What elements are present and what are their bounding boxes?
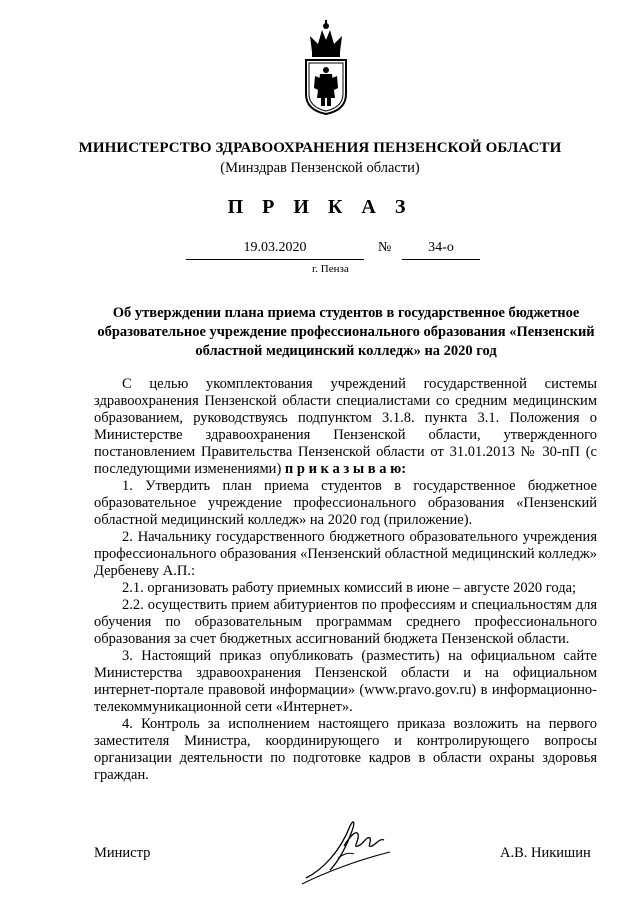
order-body [94, 376, 597, 784]
order-subject: Об утверждении плана приема студентов в государственное бюджетное образовательное учреждение профессионального образования «Пензенский областной медицинский колледж» на 2020 год [97, 305, 595, 359]
ministry-title: МИНИСТЕРСТВО ЗДРАВООХРАНЕНИЯ ПЕНЗЕНСКОЙ ОБЛАСТИ [78, 140, 562, 156]
prikazyvayu: п р и к а з ы в а ю: [284, 461, 407, 477]
signer-position: Министр [94, 845, 151, 861]
number-sign: № [378, 240, 392, 255]
penza-coat-of-arms-icon [302, 18, 350, 116]
item-3: 3. Настоящий приказ опубликовать (разместить) на официальном сайте Министерства здравоохранения Пензенской области и на официальном интернет-портале правовой информации» (www.pravo.gov.ru) в информационно-телекоммуникационной сети «Интернет». [94, 648, 597, 715]
item-2: 2. Начальнику государственного бюджетного образовательного учреждения профессионального образования «Пензенский областной медицинский колледж» Дербеневу А.П.: [94, 529, 597, 579]
city: г. Пенза [312, 263, 349, 275]
order-number: 34-о [402, 240, 480, 260]
item-2-1: 2.1. организовать работу приемных комиссий в июне – августе 2020 года; [122, 580, 577, 596]
handwritten-signature-icon [300, 812, 392, 888]
item-2-2: 2.2. осуществить прием абитуриентов по профессиям и специальностям для обучения по образовательным программам среднего профессионального образования за счет бюджетных ассигнований бюджета Пензенской области. [94, 597, 597, 647]
intro-text: С целью укомплектования учреждений государственной системы здравоохранения Пензенской области специалистами со средним медицинским образованием, руководствуясь подпунктом 3.1.8. пункта 3.1. Положения о Министерстве здравоохранения Пензенской области, утвержденного постановлением Правительства Пензенской области от 31.01.2013 № 30-пП (с последующими изменениями) [94, 376, 597, 477]
signer-name: А.В. Никишин [500, 845, 591, 861]
item-4: 4. Контроль за исполнением настоящего приказа возложить на первого заместителя Министра, координирующего и контролирующего вопросы организации деятельности по подготовке кадров в области охраны здоровья граждан. [94, 716, 597, 783]
item-1: 1. Утвердить план приема студентов в государственное бюджетное образовательное учреждение профессионального образования «Пензенский областной медицинский колледж» на 2020 год (приложение). [94, 478, 597, 528]
order-date: 19.03.2020 [186, 240, 364, 260]
intro-paragraph [94, 376, 597, 478]
order-title: П Р И К А З [227, 196, 413, 218]
ministry-short-name: (Минздрав Пензенской области) [220, 160, 420, 176]
